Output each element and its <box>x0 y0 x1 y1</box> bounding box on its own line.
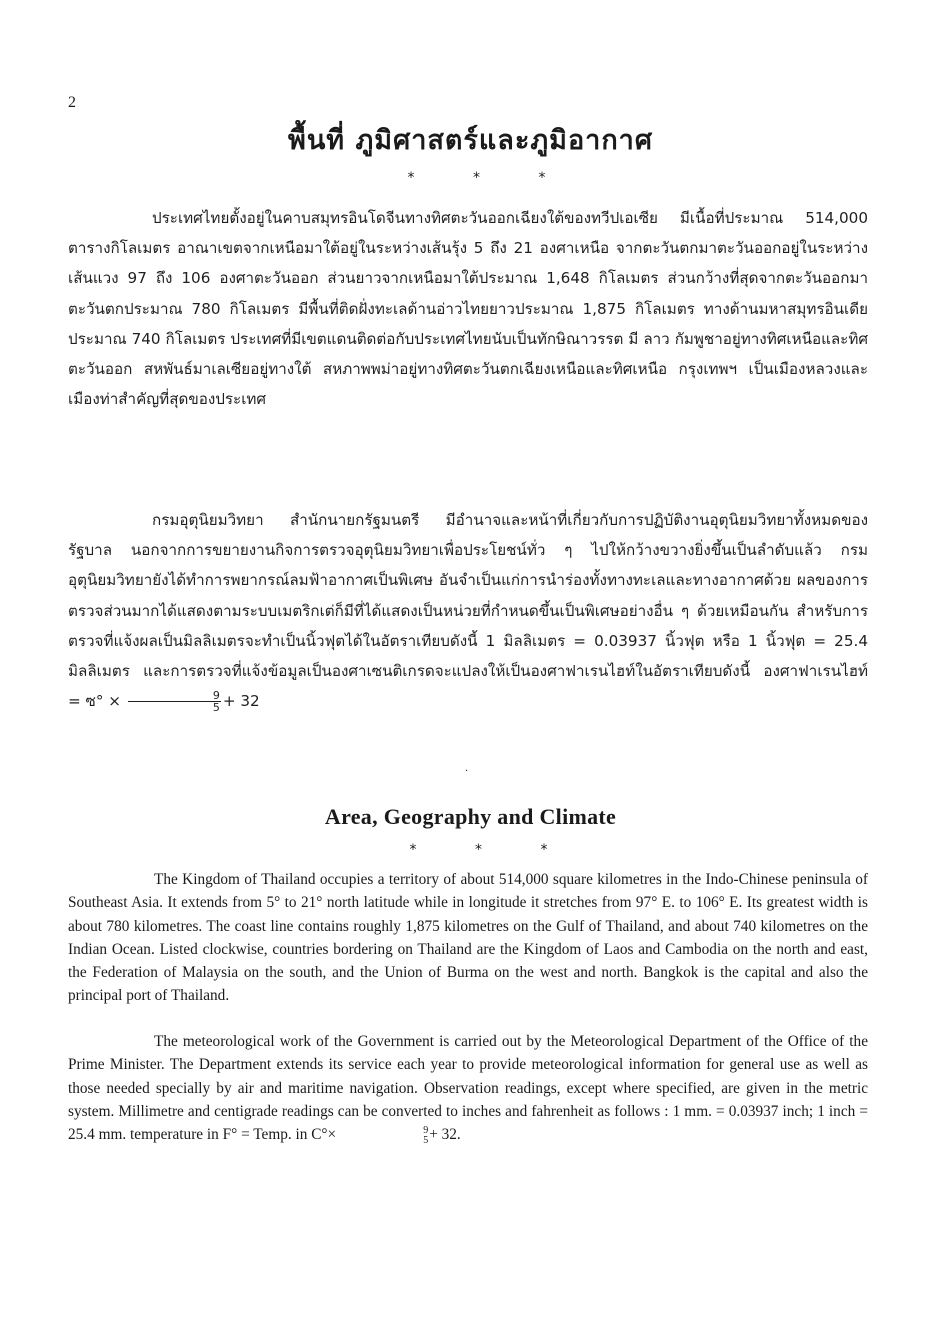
thai-fraction-numerator: 9 <box>128 690 221 702</box>
thai-section-stars: * * * <box>407 170 546 186</box>
english-paragraph-1: The Kingdom of Thailand occupies a territory of about 514,000 square kilometres in the Indo-Chinese peninsula of Southeast Asia. It extends from 5° to 21° north latitude while in longitude it stretches from 97° E. to 106° E. Its greatest width is about 780 kilometres. The coast line contains roughly 1,875 kilometres on the Gulf of Thailand, and about 740 kilometres on the Indian Ocean. Listed clockwise, countries bordering on Thailand are the Kingdom of Laos and Cambodia on the north and east, the Federation of Malaysia on the south, and the Union of Burma on the west and north. Bangkok is the capital and also the principal port of Thailand. <box>68 871 868 1005</box>
english-body-section-1 <box>68 868 868 1008</box>
page-number: 2 <box>68 94 76 111</box>
english-fraction-denominator: 5 <box>423 1134 429 1146</box>
english-fraction <box>337 1126 428 1146</box>
thai-fraction-denominator: 5 <box>212 701 220 715</box>
thai-paragraph-2-text: กรมอุตุนิยมวิทยา สำนักนายกรัฐมนตรี มีอำนาจและหน้าที่เกี่ยวกับการปฏิบัติงานอุตุนิยมวิทยาทั้งหมดของรัฐบาล นอกจากการขยายงานกิจการตรวจอุตุนิยมวิทยาเพื่อประโยชน์ทั่ว ๆ ไปให้กว้างขวางยิ่งขึ้นเป็นลำดับแล้ว กรมอุตุนิยมวิทยายังได้ทำการพยากรณ์ลมฟ้าอากาศเป็นพิเศษ อันจำเป็นแก่การนำร่องทั้งทางทะเลและทางอากาศด้วย ผลของการตรวจส่วนมากได้แสดงตามระบบเมตริกเต่ก็มีที่ได้แสดงเป็นหน่วยที่กำหนดขึ้นเป็นพิเศษอย่างอื่น ๆ ด้วยเหมือนกัน สำหรับการตรวจที่แจ้งผลเป็นมิลลิเมตรจะทำเป็นนิ้วฟุตได้ในอัตราเทียบดังนี้ 1 มิลลิเมตร = 0.03937 นิ้วฟุต หรือ 1 นิ้วฟุต = 25.4 มิลลิเมตร และการตรวจที่แจ้งข้อมูลเป็นองศาเซนติเกรดจะแปลงให้เป็นองศาฟาเรนไฮท์ในอัตราเทียบดังนี้ องศาฟาเรนไฮท์ = ซ° × <box>68 511 868 711</box>
english-paragraph-2-end: + 32. <box>429 1126 461 1144</box>
thai-fraction <box>128 690 221 713</box>
english-section-stars: * * * <box>409 842 548 858</box>
english-fraction-numerator: 9 <box>423 1124 429 1136</box>
thai-body-section-2 <box>68 505 868 716</box>
english-paragraph-2-text: The meteorological work of the Government is carried out by the Meteorological Department of the Office of the Prime Minister. The Department extends its service each year to provide meteorological information for general use as well as those needed specially by air and maritime navigation. Observation readings, except where specified, are given in the metric system. Millimetre and centigrade readings can be converted to inches and fahrenheit as follows : 1 mm. = 0.03937 inch; 1 inch = 25.4 mm. temperature in F° = Temp. in C°× <box>68 1033 868 1144</box>
thai-paragraph-1: ประเทศไทยตั้งอยู่ในคาบสมุทรอินโดจีนทางทิศตะวันออกเฉียงใต้ของทวีปเอเซีย มีเนื้อที่ประมาณ 514,000 ตารางกิโลเมตร อาณาเขตจากเหนือมาใต้อยู่ในระหว่างเส้นรุ้ง 5 ถึง 21 องศาเหนือ จากตะวันตกมาตะวันออกอยู่ในระหว่างเส้นแวง 97 ถึง 106 องศาตะวันออก ส่วนยาวจากเหนือมาใต้ประมาณ 1,648 กิโลเมตร ส่วนกว้างที่สุดจากตะวันออกมาตะวันตกประมาณ 780 กิโลเมตร มีพื้นที่ติดฝั่งทะเลด้านอ่าวไทยยาวประมาณ 1,875 กิโลเมตร ทางด้านมหาสมุทรอินเดียประมาณ 740 กิโลเมตร ประเทศที่มีเขตแดนติดต่อกับประเทศไทยนับเป็นทักษิณาวรรต มี ลาว กัมพูชาอยู่ทางทิศเหนือและทิศตะวันออก สหพันธ์มาเลเซียอยู่ทางใต้ สหภาพพม่าอยู่ทางทิศตะวันตกเฉียงเหนือและทิศเหนือ กรุงเทพฯ เป็นเมืองหลวงและเมืองท่าสำคัญที่สุดของประเทศ <box>68 209 868 409</box>
thai-paragraph-2-end: + 32 <box>222 692 260 711</box>
thai-body-section-1 <box>68 203 868 414</box>
thai-title: พื้นที่ ภูมิศาสตร์และภูมิอากาศ <box>288 125 653 156</box>
english-paragraph-2 <box>68 1030 868 1146</box>
thai-paragraph-2 <box>68 505 868 716</box>
english-body-section-2 <box>68 1030 868 1146</box>
decorative-dot: · <box>465 766 469 777</box>
english-title: Area, Geography and Climate <box>324 804 617 829</box>
